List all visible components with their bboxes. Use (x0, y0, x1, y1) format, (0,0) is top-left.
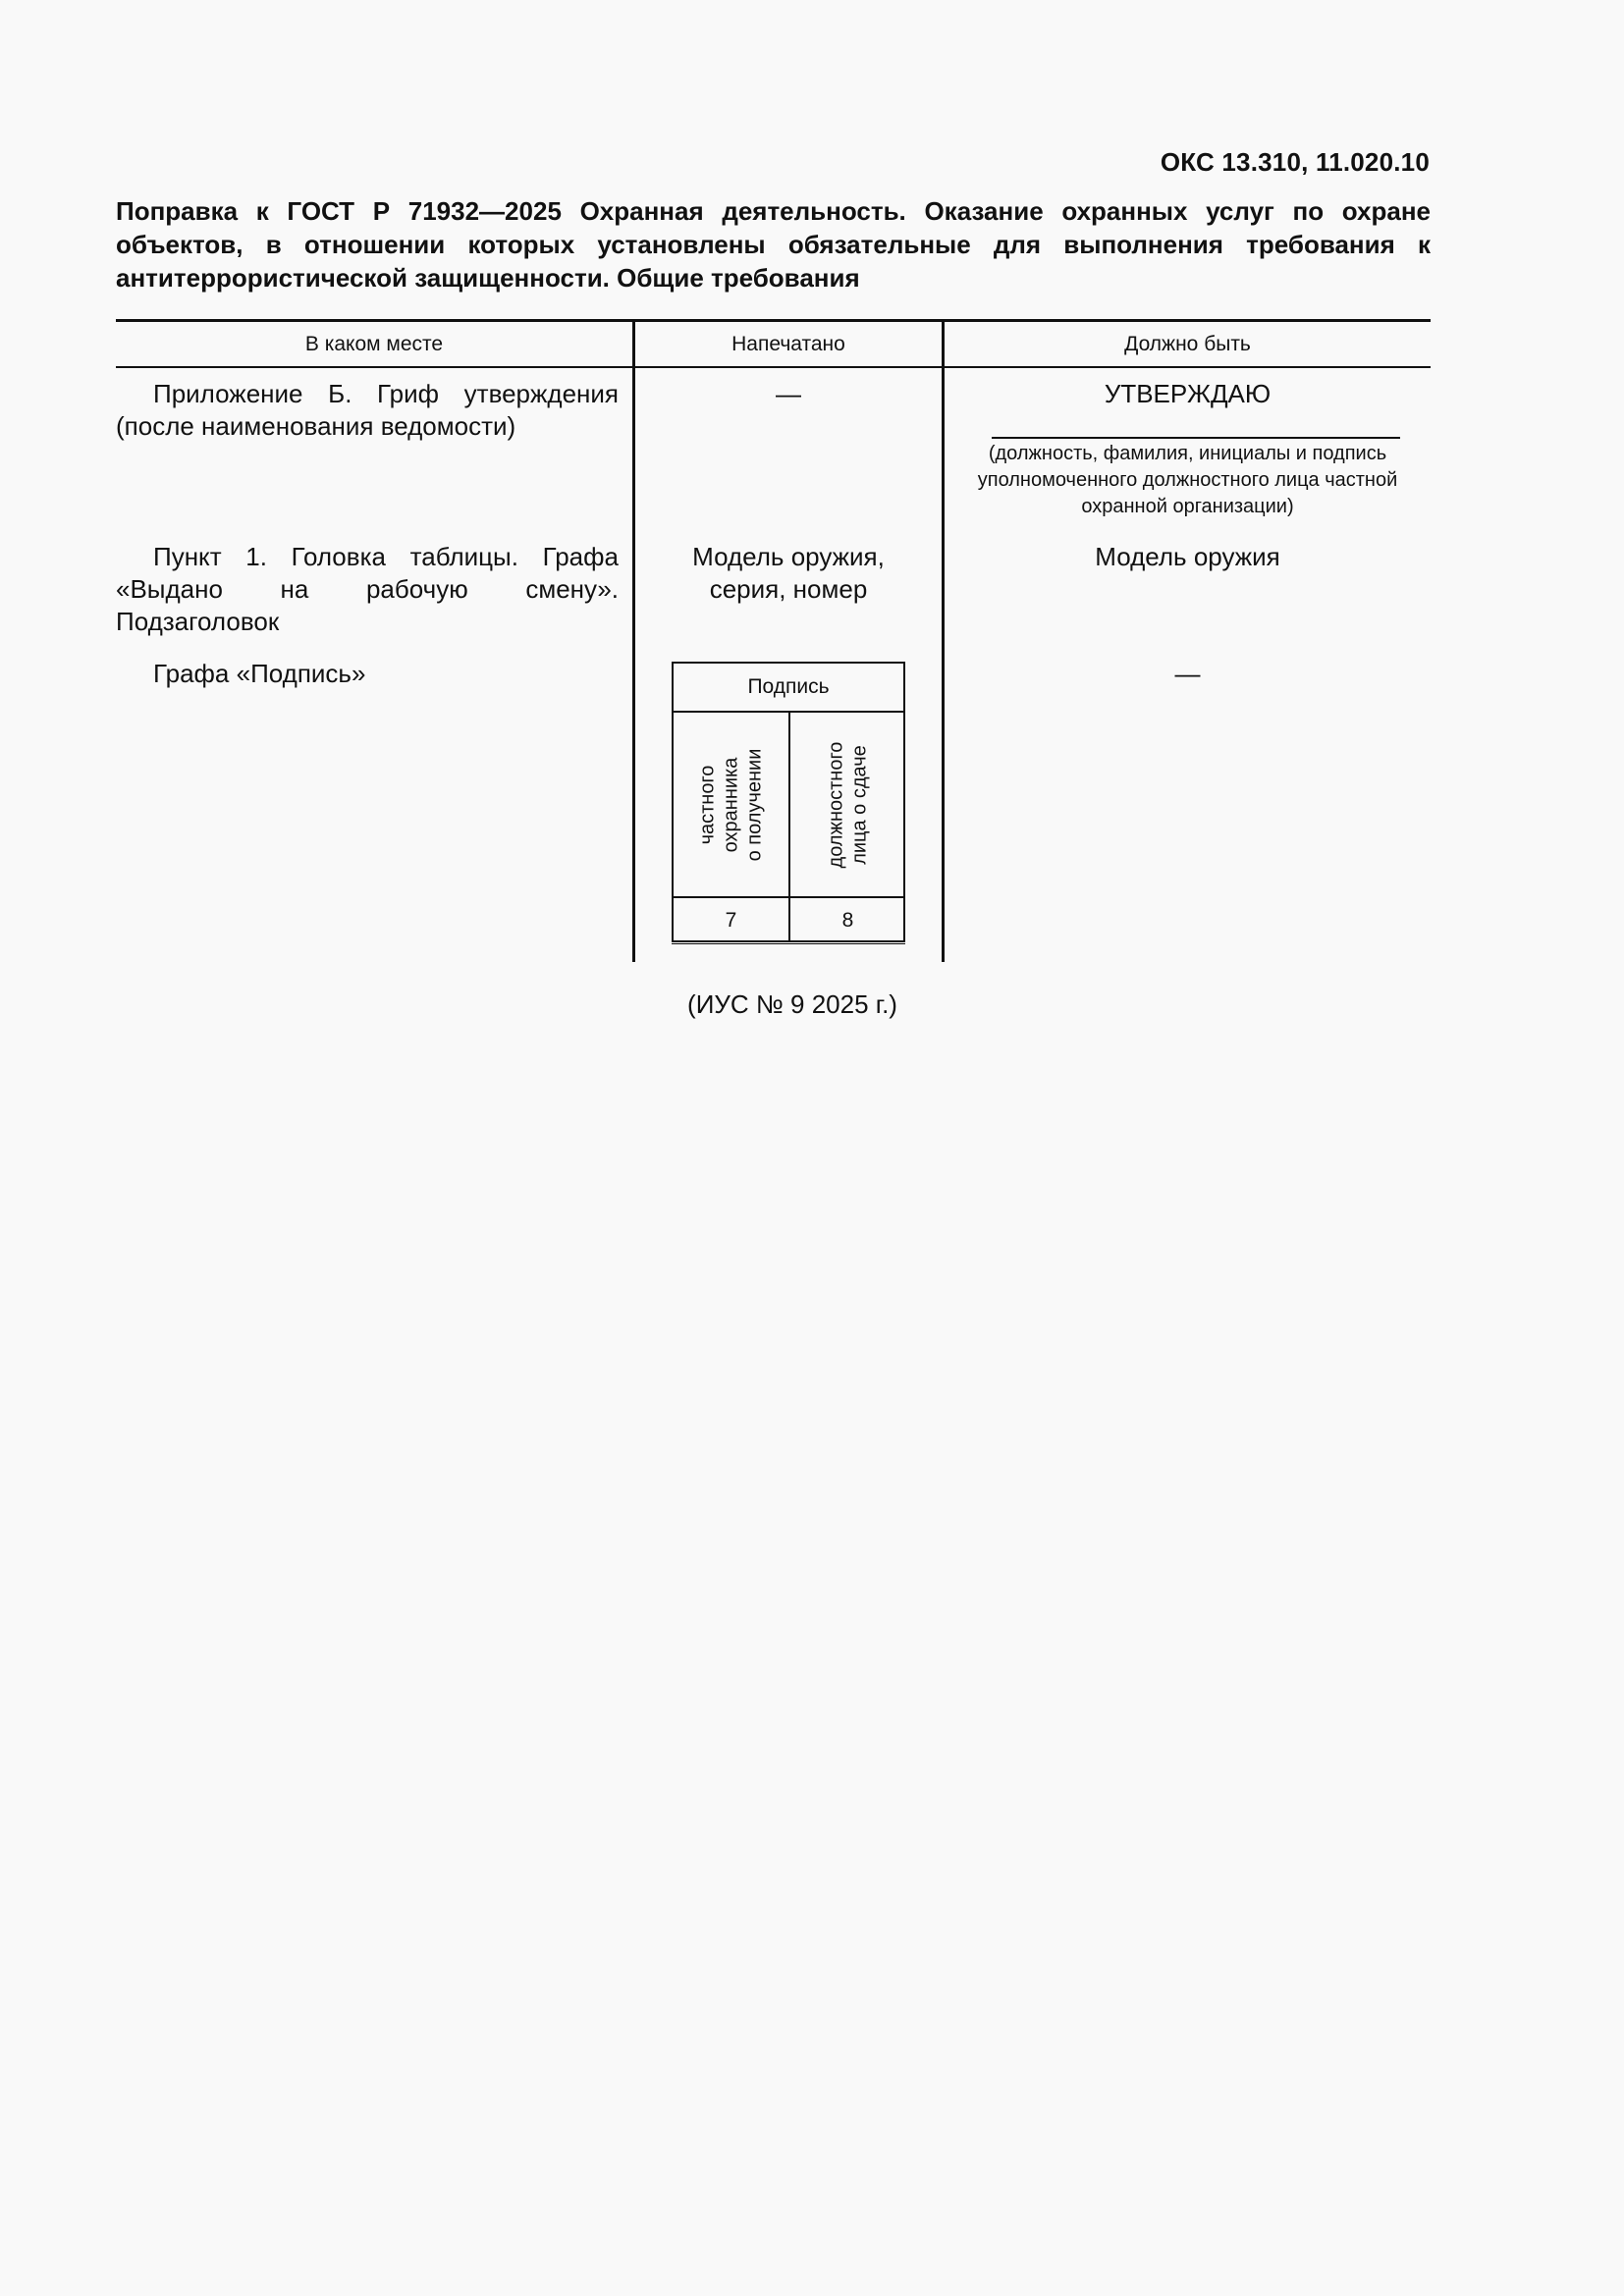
row2-printed-line: Модель оружия, (692, 542, 885, 571)
ius-reference: (ИУС № 9 2025 г.) (687, 989, 897, 1019)
subtable-bottom-rule (672, 943, 905, 944)
document-title: Поправка к ГОСТ Р 71932—2025 Охранная деятельность. Оказание охранных услуг по охране объектов, в отношении которых установлены обязательные для выполнения требования к антитеррористической защищенности. Общие требования (116, 196, 1431, 293)
subtable-col2 (790, 713, 905, 896)
subtable-col1-line: охранника (720, 757, 742, 852)
signature-caption-line: (должность, фамилия, инициалы и подпись (988, 443, 1387, 464)
table-column-divider-2 (942, 319, 945, 962)
subtable-header: Подпись (747, 675, 830, 698)
oks-code: ОКС 13.310, 11.020.10 (1160, 147, 1430, 177)
row2-printed-line: серия, номер (709, 574, 868, 604)
row3-should-be: — (1174, 659, 1201, 688)
row3-place-text: Графа «Подпись» (153, 659, 366, 688)
table-column-divider-1 (632, 319, 635, 962)
subtable-number-7: 7 (725, 908, 737, 932)
subtable-col1-text (695, 748, 766, 861)
signature-caption-line: охранной организации) (1081, 496, 1294, 517)
row1-place (116, 378, 619, 443)
row2-printed (635, 541, 942, 606)
subtable-col2-text (825, 741, 872, 868)
signature-subtable (672, 662, 905, 942)
header-should-be: Должно быть (1124, 332, 1251, 355)
row1-printed: — (776, 379, 801, 408)
row2-should-be: Модель оружия (1095, 542, 1280, 571)
subtable-col1 (674, 713, 788, 896)
subtable-col1-line: частного (696, 765, 719, 844)
row2-place-text: Пункт 1. Головка таблицы. Графа «Выдано на рабочую смену». Подзаголовок (116, 542, 619, 636)
row2-place (116, 541, 619, 638)
row3-place (116, 658, 619, 690)
subtable-number-8: 8 (841, 908, 854, 932)
row1-place-text: Приложение Б. Гриф утверждения (после наименования ведомости) (116, 379, 619, 441)
header-place: В каком месте (304, 332, 444, 355)
subtable-col2-line: лица о сдаче (848, 744, 871, 865)
table-header-rule (116, 366, 1431, 368)
subtable-col2-line: должностного (825, 741, 847, 868)
signature-caption (945, 441, 1431, 520)
signature-line (992, 437, 1400, 439)
row1-should-be: УТВЕРЖДАЮ (1104, 379, 1272, 408)
header-printed: Напечатано (731, 332, 845, 355)
subtable-col1-line: о получении (743, 748, 766, 861)
signature-caption-line: уполномоченного должностного лица частной (977, 469, 1398, 491)
